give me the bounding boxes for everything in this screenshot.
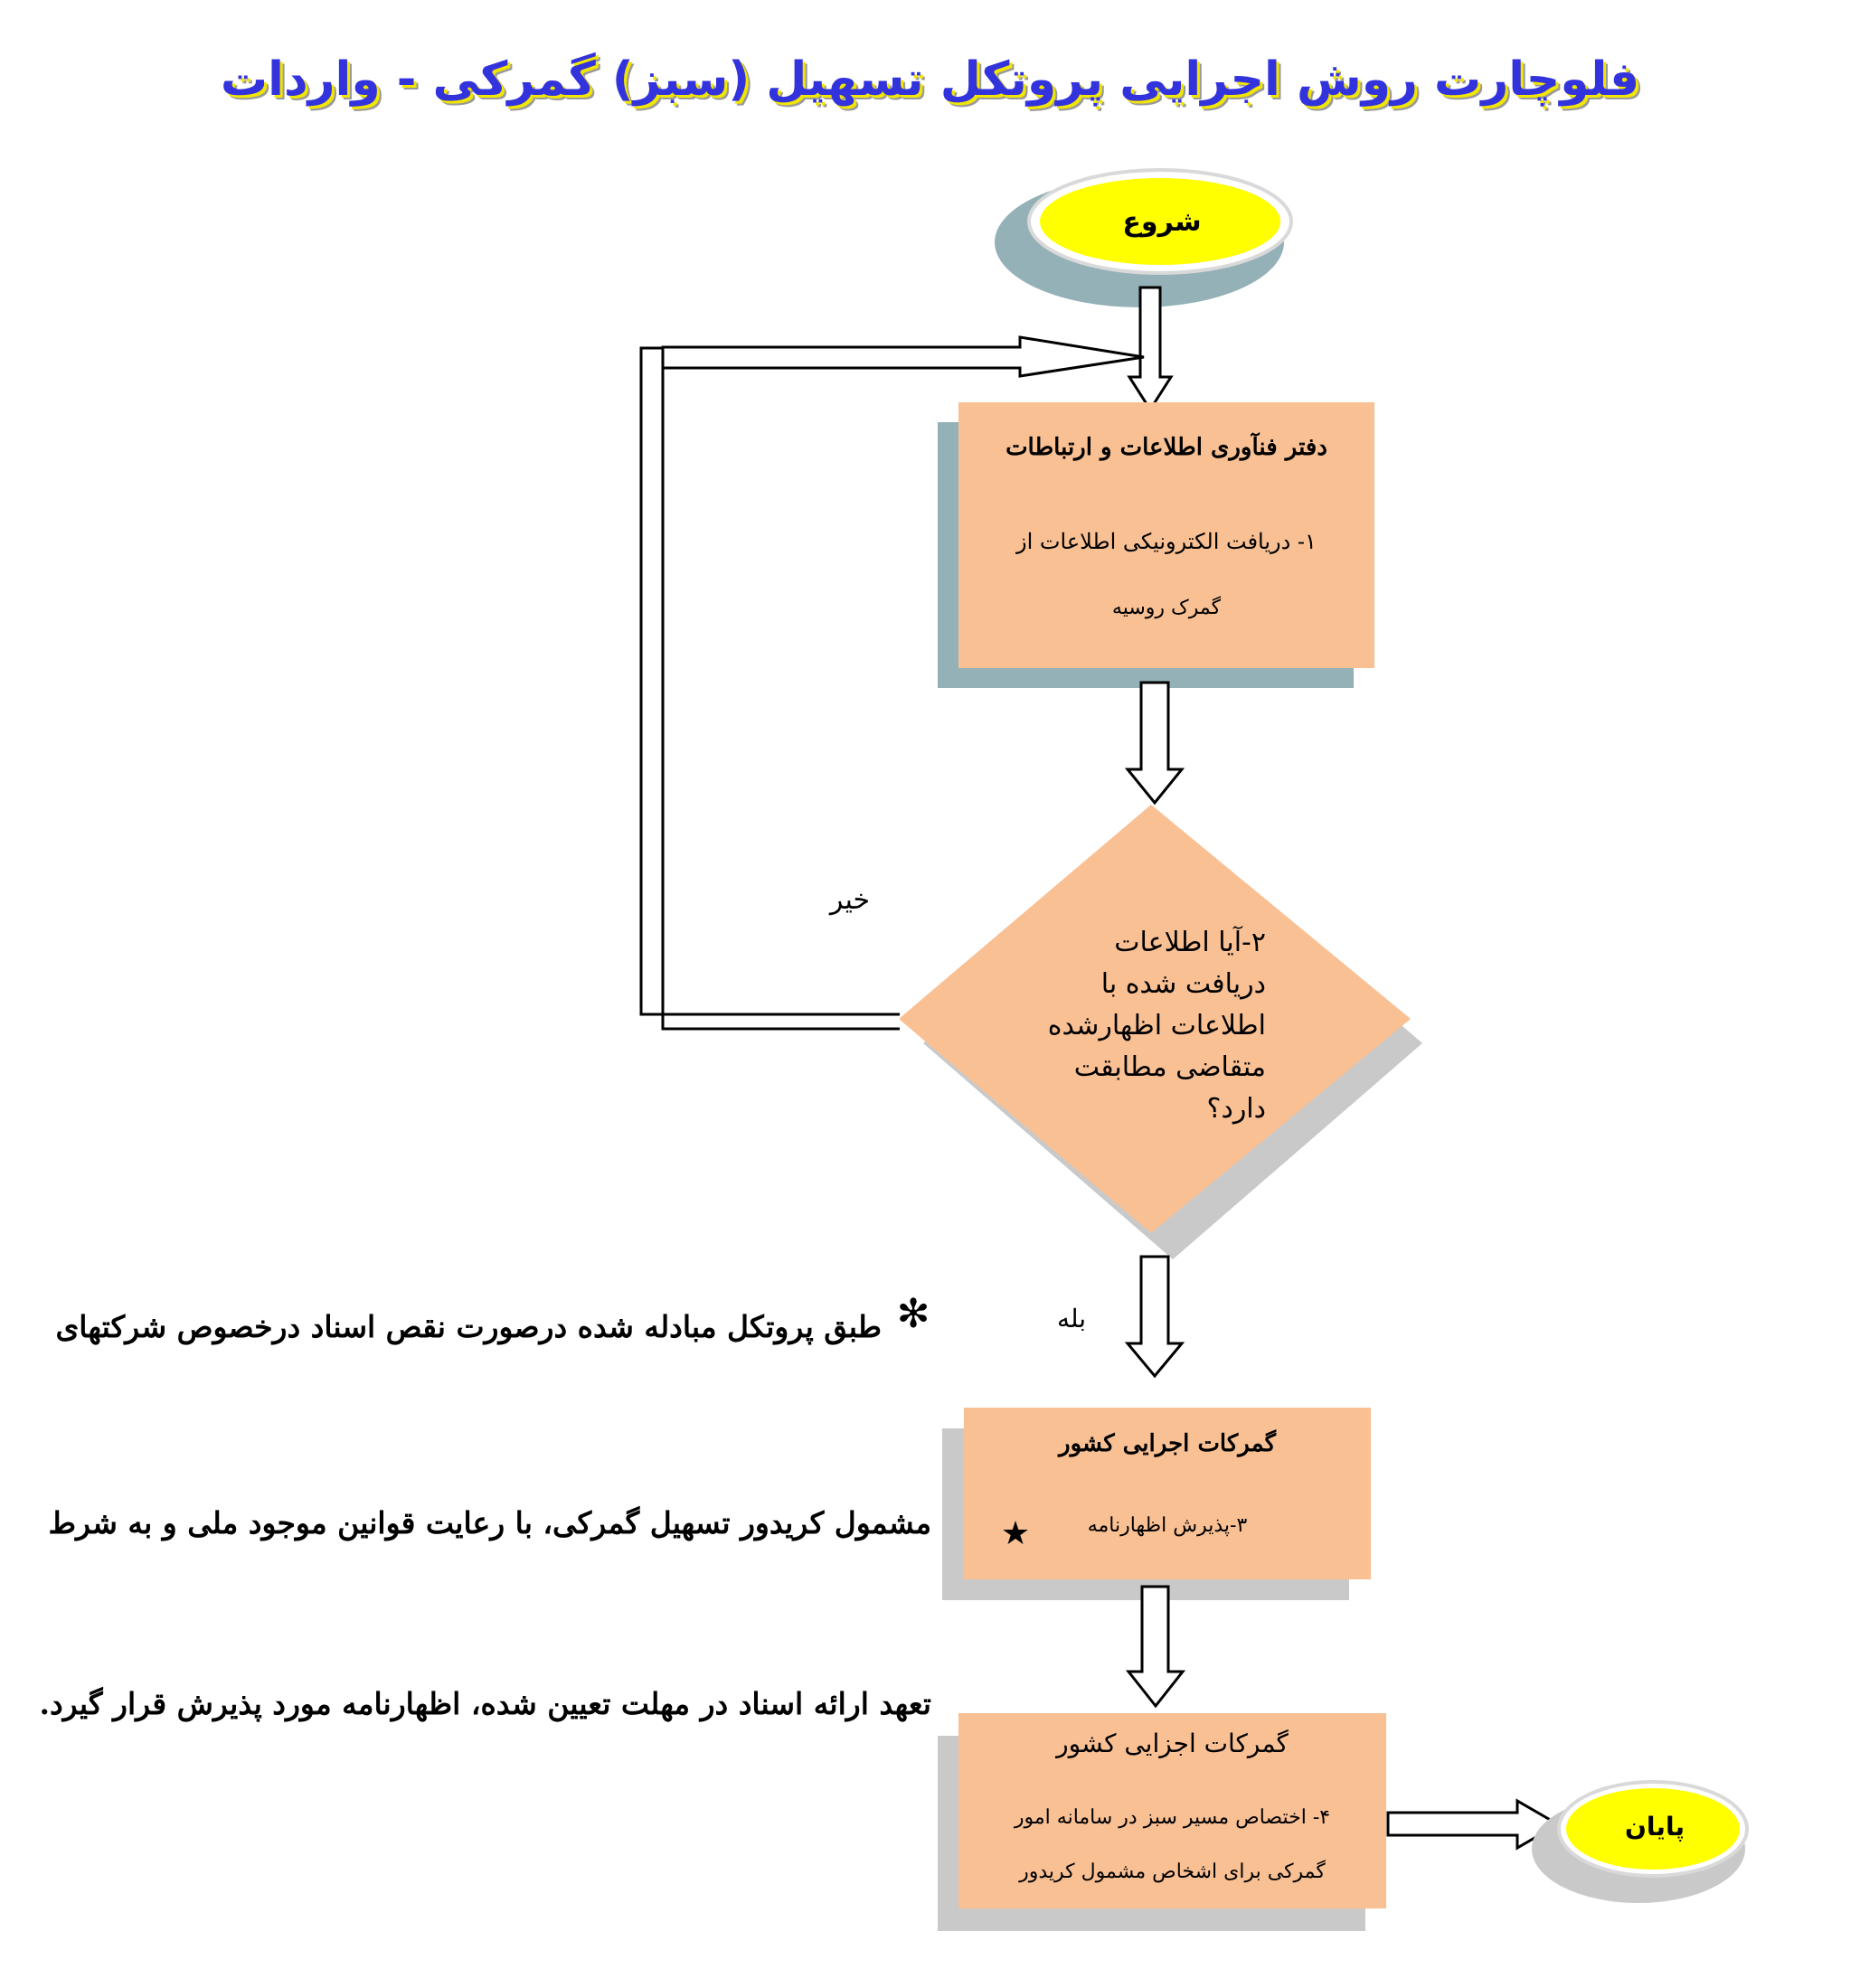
box4-heading: گمرکات اجزایی کشور xyxy=(1056,1729,1289,1758)
note-line-2: مشمول کریدور تسهیل گمرکی، با رعایت قوانین موجود ملی و به شرط xyxy=(48,1505,931,1540)
decision-line-1: ۲-آیا اطلاعات xyxy=(1114,927,1266,958)
decision-line-4: متقاضی مطابقت xyxy=(1073,1051,1266,1083)
arrow-decision-to-box3 xyxy=(1128,1257,1182,1376)
box1-line1: ۱- دریافت الکترونیکی اطلاعات از xyxy=(1016,529,1317,554)
asterisk-icon: ✻ xyxy=(896,1291,930,1337)
decision-line-3: اطلاعات اظهارشده xyxy=(1047,1010,1266,1041)
note-line-1: طبق پروتکل مبادله شده درصورت نقص اسناد درخصوص شرکتهای xyxy=(55,1309,882,1344)
box4-line2: گمرکی برای اشخاص مشمول کریدور xyxy=(1019,1861,1326,1883)
no-label: خیر xyxy=(829,884,871,916)
yes-label: بله xyxy=(1056,1304,1087,1333)
arrow-box3-to-box4 xyxy=(1128,1587,1183,1706)
page-title: فلوچارت روش اجرایی پروتکل تسهیل (سبز) گمرکی - واردات xyxy=(220,52,1640,107)
box1-heading: دفتر فنآوری اطلاعات و ارتباطات xyxy=(1006,434,1327,461)
end-label: پایان xyxy=(1625,1812,1685,1842)
decision-line-2: دریافت شده با xyxy=(1100,968,1266,1000)
decision-line-5: دارد؟ xyxy=(1206,1093,1266,1125)
box3-heading: گمرکات اجرایی کشور xyxy=(1059,1430,1276,1457)
box4-line1: ۴- اختصاص مسیر سبز در سامانه امور xyxy=(1014,1806,1331,1829)
no-loop-connector xyxy=(641,348,900,1029)
star-icon: ★ xyxy=(1000,1515,1031,1552)
box1-line2: گمرک روسیه xyxy=(1111,597,1222,619)
arrow-no-loop-to-box1 xyxy=(663,337,1144,376)
arrow-box4-to-end xyxy=(1388,1801,1558,1848)
box3-line1: ۳-پذیرش اظهارنامه xyxy=(1087,1514,1248,1537)
arrow-box1-to-decision xyxy=(1128,683,1182,803)
end-node[interactable] xyxy=(1532,1782,1747,1903)
start-label: شروع xyxy=(1122,206,1202,238)
note-line-3: تعهد ارائه اسناد در مهلت تعیین شده، اظهارنامه مورد پذیرش قرار گیرد. xyxy=(39,1686,931,1721)
decision-text xyxy=(1013,922,1266,1130)
